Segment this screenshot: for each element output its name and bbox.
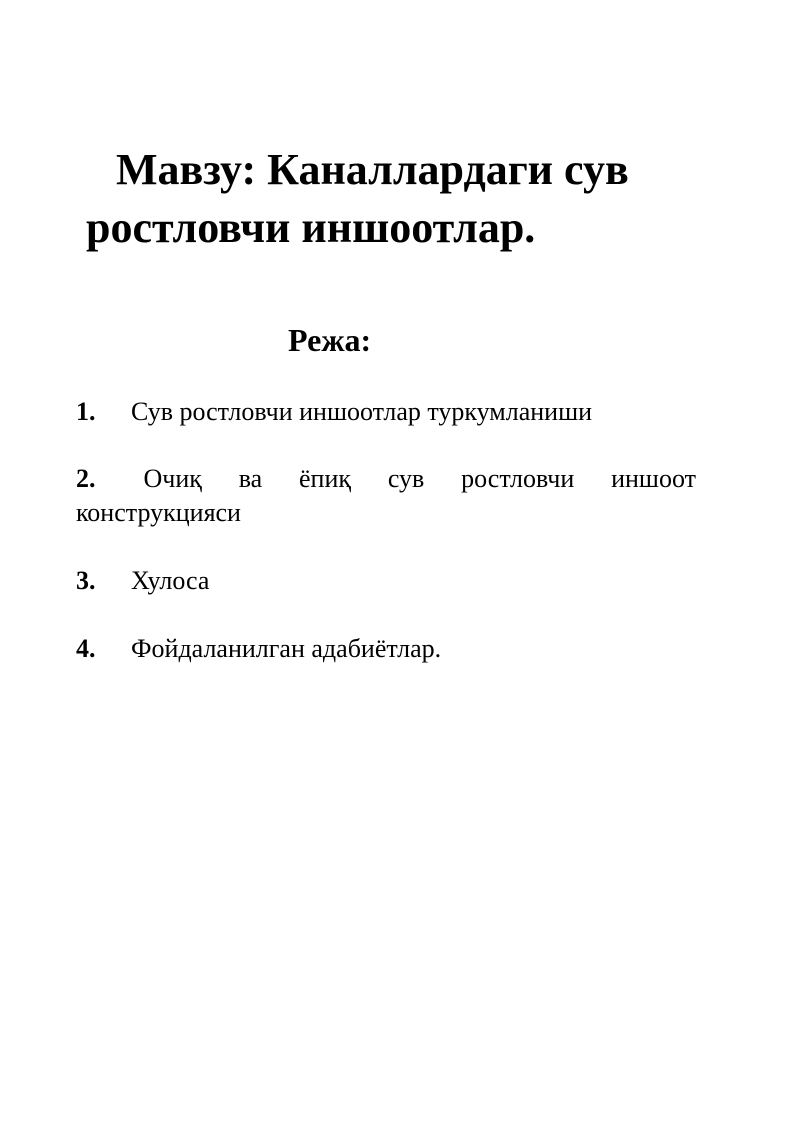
plan-item-1 <box>76 395 696 429</box>
plan-item-word: ва <box>238 464 263 493</box>
plan-heading: Режа: <box>288 322 372 358</box>
plan-item-3 <box>76 564 696 598</box>
plan-item-text: Хулоса <box>131 566 210 595</box>
plan-item-number: 2. <box>76 464 96 493</box>
plan-item-number: 3. <box>76 566 96 595</box>
plan-item-4 <box>76 632 696 666</box>
plan-item-continuation: конструкцияси <box>76 498 241 527</box>
plan-item-number: 4. <box>76 634 96 663</box>
title-line-1: Мавзу: Каналлардаги сув <box>116 145 629 194</box>
plan-item-word: Очиқ <box>143 464 202 493</box>
plan-item-number: 1. <box>76 397 96 426</box>
plan-item-word: ёпиқ <box>299 464 352 493</box>
plan-item-2-first-line <box>76 462 696 496</box>
plan-item-text: Фойдаланилган адабиётлар. <box>131 634 442 663</box>
plan-item-word: иншоот <box>611 464 696 493</box>
plan-item-word: сув <box>387 464 425 493</box>
document-title <box>86 141 726 257</box>
title-line-2: ростловчи иншоотлар. <box>86 203 536 252</box>
plan-item-2 <box>76 462 696 530</box>
plan-item-number-group <box>76 462 202 496</box>
plan-item-word: ростловчи <box>461 464 575 493</box>
plan-item-text: Сув ростловчи иншоотлар туркумланиши <box>131 397 593 426</box>
